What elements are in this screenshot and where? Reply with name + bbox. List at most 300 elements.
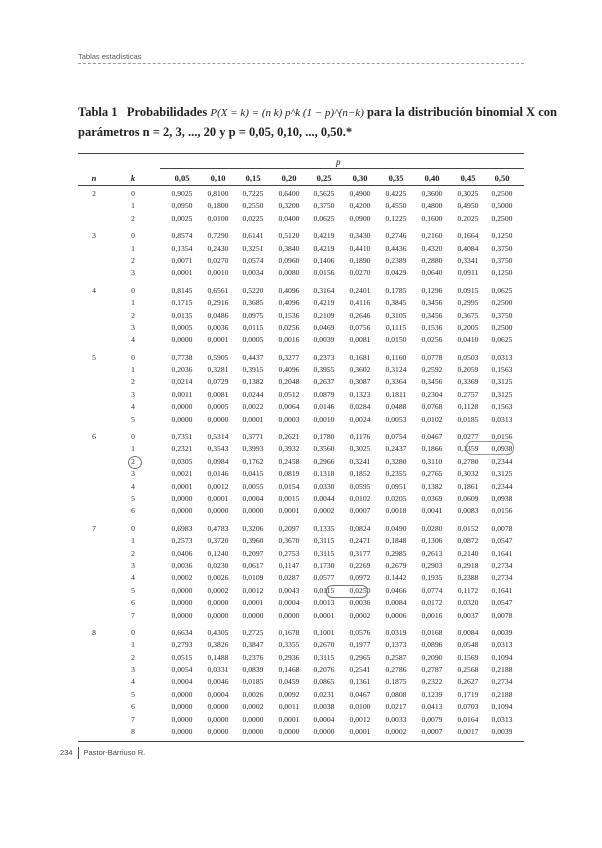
cell-prob: 0,1250 bbox=[491, 231, 513, 241]
cell-prob: 0,3750 bbox=[491, 243, 513, 253]
cell-prob: 0,2965 bbox=[349, 652, 371, 662]
cell-prob: 0,0000 bbox=[242, 727, 264, 737]
cell-k: 0 bbox=[131, 231, 135, 241]
cell-prob: 0,3355 bbox=[278, 640, 300, 650]
cell-prob: 0,1866 bbox=[421, 444, 443, 454]
cell-prob: 0,3115 bbox=[313, 548, 335, 558]
cell-prob: 0,0079 bbox=[421, 714, 443, 724]
cell-prob: 0,2401 bbox=[349, 285, 371, 295]
cell-prob: 0,0577 bbox=[313, 573, 335, 583]
cell-prob: 0,0100 bbox=[349, 702, 371, 712]
cell-prob: 0,0950 bbox=[171, 201, 193, 211]
cell-prob: 0,0007 bbox=[349, 506, 371, 516]
cell-prob: 0,3670 bbox=[278, 536, 300, 546]
cell-prob: 0,4096 bbox=[278, 365, 300, 375]
table-header-rule bbox=[78, 185, 524, 186]
cell-prob: 0,1600 bbox=[421, 213, 443, 223]
cell-prob: 0,1128 bbox=[457, 402, 479, 412]
cell-prob: 0,0256 bbox=[421, 335, 443, 345]
cell-k: 4 bbox=[131, 677, 135, 687]
cell-prob: 0,0000 bbox=[171, 702, 193, 712]
cell-k: 1 bbox=[131, 536, 135, 546]
cell-prob: 0,0975 bbox=[242, 310, 264, 320]
cell-prob: 0,1977 bbox=[349, 640, 371, 650]
cell-k: 0 bbox=[131, 189, 135, 198]
cell-prob: 0,0001 bbox=[207, 335, 229, 345]
cell-prob: 0,3364 bbox=[385, 377, 407, 387]
caption-label: Tabla 1 bbox=[78, 105, 118, 119]
cell-prob: 0,0415 bbox=[242, 469, 264, 479]
cell-prob: 0,2746 bbox=[385, 231, 407, 241]
cell-prob: 0,1382 bbox=[421, 481, 443, 491]
cell-prob: 0,0172 bbox=[421, 598, 443, 608]
cell-prob: 0,1800 bbox=[207, 201, 229, 211]
cell-prob: 0,0150 bbox=[385, 335, 407, 345]
cell-prob: 0,1563 bbox=[491, 365, 513, 375]
cell-prob: 0,0000 bbox=[278, 727, 300, 737]
cell-prob: 0,3456 bbox=[421, 377, 443, 387]
cell-prob: 0,0024 bbox=[349, 414, 371, 424]
cell-prob: 0,5314 bbox=[207, 432, 229, 442]
cell-prob: 0,2734 bbox=[491, 573, 513, 583]
cell-prob: 0,0135 bbox=[171, 310, 193, 320]
cell-prob: 0,1240 bbox=[207, 548, 229, 558]
cell-prob: 0,0305 bbox=[171, 456, 193, 466]
cell-prob: 0,5905 bbox=[207, 352, 229, 362]
cell-prob: 0,0000 bbox=[207, 714, 229, 724]
cell-prob: 0,1861 bbox=[457, 481, 479, 491]
p-column-label: p bbox=[336, 157, 341, 167]
cell-prob: 0,0000 bbox=[171, 689, 193, 699]
cell-prob: 0,4305 bbox=[207, 627, 229, 637]
cell-prob: 0,0036 bbox=[349, 598, 371, 608]
cell-prob: 0,0574 bbox=[242, 255, 264, 265]
cell-prob: 0,0984 bbox=[207, 456, 229, 466]
cell-k: 5 bbox=[131, 493, 135, 503]
cell-prob: 0,2373 bbox=[313, 352, 335, 362]
cell-prob: 0,0000 bbox=[242, 714, 264, 724]
cell-prob: 0,2780 bbox=[457, 456, 479, 466]
cell-prob: 0,3430 bbox=[349, 231, 371, 241]
cell-prob: 0,3602 bbox=[349, 365, 371, 375]
cell-prob: 0,0168 bbox=[421, 627, 443, 637]
cell-prob: 0,2670 bbox=[313, 640, 335, 650]
cell-prob: 0,2621 bbox=[278, 432, 300, 442]
cell-prob: 0,4950 bbox=[457, 201, 479, 211]
table-row bbox=[0, 628, 602, 640]
cell-prob: 0,0146 bbox=[207, 469, 229, 479]
cell-prob: 0,0053 bbox=[385, 414, 407, 424]
cell-prob: 0,2188 bbox=[491, 665, 513, 675]
cell-prob: 0,1536 bbox=[278, 310, 300, 320]
cell-prob: 0,2573 bbox=[171, 536, 193, 546]
table-row bbox=[0, 573, 602, 585]
cell-prob: 0,1664 bbox=[457, 231, 479, 241]
cell-prob: 0,0214 bbox=[171, 377, 193, 387]
cell-prob: 0,4219 bbox=[313, 243, 335, 253]
table-header bbox=[0, 173, 602, 185]
cell-prob: 0,0244 bbox=[242, 389, 264, 399]
cell-prob: 0,0824 bbox=[349, 523, 371, 533]
cell-prob: 0,1563 bbox=[491, 402, 513, 412]
cell-prob: 0,2880 bbox=[421, 255, 443, 265]
table-row bbox=[0, 457, 602, 469]
cell-prob: 0,0000 bbox=[171, 335, 193, 345]
cell-prob: 0,0004 bbox=[242, 493, 264, 503]
cell-prob: 0,0000 bbox=[171, 585, 193, 595]
cell-prob: 0,0080 bbox=[278, 268, 300, 278]
cell-prob: 0,0001 bbox=[242, 598, 264, 608]
cell-k: 0 bbox=[131, 432, 135, 442]
cell-prob: 0,0025 bbox=[171, 213, 193, 223]
cell-prob: 0,0595 bbox=[349, 481, 371, 491]
cell-prob: 0,1359 bbox=[457, 444, 479, 454]
cell-prob: 0,0001 bbox=[171, 268, 193, 278]
cell-prob: 0,0083 bbox=[457, 506, 479, 516]
cell-prob: 0,4800 bbox=[421, 201, 443, 211]
cell-prob: 0,0000 bbox=[207, 414, 229, 424]
cell-prob: 0,1354 bbox=[171, 243, 193, 253]
cell-prob: 0,0256 bbox=[278, 322, 300, 332]
cell-prob: 0,1715 bbox=[171, 298, 193, 308]
cell-prob: 0,0000 bbox=[171, 727, 193, 737]
cell-prob: 0,3277 bbox=[278, 352, 300, 362]
cell-prob: 0,0951 bbox=[385, 481, 407, 491]
cell-prob: 0,0512 bbox=[278, 389, 300, 399]
table-row bbox=[0, 506, 602, 518]
cell-prob: 0,0002 bbox=[349, 610, 371, 620]
cell-prob: 0,0156 bbox=[313, 268, 335, 278]
cell-prob: 0,2090 bbox=[421, 652, 443, 662]
table-row bbox=[0, 549, 602, 561]
cell-prob: 0,0039 bbox=[491, 627, 513, 637]
cell-prob: 0,0000 bbox=[207, 727, 229, 737]
cell-prob: 0,0960 bbox=[278, 255, 300, 265]
cell-prob: 0,9025 bbox=[171, 189, 193, 198]
cell-prob: 0,1641 bbox=[491, 548, 513, 558]
cell-prob: 0,0046 bbox=[207, 677, 229, 687]
cell-prob: 0,3960 bbox=[242, 536, 264, 546]
table-row bbox=[0, 244, 602, 256]
cell-prob: 0,2679 bbox=[385, 560, 407, 570]
cell-k: 0 bbox=[131, 523, 135, 533]
header-p-0,20: 0,20 bbox=[281, 173, 297, 183]
cell-prob: 0,1681 bbox=[349, 352, 371, 362]
cell-prob: 0,3771 bbox=[242, 432, 264, 442]
caption-parameters: parámetros n = 2, 3, ..., 20 y p = 0,05, 0,10, ..., 0,50.* bbox=[78, 125, 353, 139]
cell-prob: 0,3993 bbox=[242, 444, 264, 454]
cell-prob: 0,3281 bbox=[207, 365, 229, 375]
header-p-0,05: 0,05 bbox=[174, 173, 190, 183]
cell-prob: 0,0002 bbox=[171, 573, 193, 583]
cell-prob: 0,1488 bbox=[207, 652, 229, 662]
cell-prob: 0,1730 bbox=[313, 560, 335, 570]
cell-prob: 0,1225 bbox=[385, 213, 407, 223]
cell-n: 8 bbox=[92, 627, 96, 637]
cell-prob: 0,0001 bbox=[278, 506, 300, 516]
cell-prob: 0,0006 bbox=[385, 610, 407, 620]
cell-prob: 0,0043 bbox=[278, 585, 300, 595]
cell-prob: 0,0400 bbox=[278, 213, 300, 223]
cell-k: 2 bbox=[131, 213, 135, 223]
cell-prob: 0,2995 bbox=[457, 298, 479, 308]
cell-prob: 0,3177 bbox=[349, 548, 371, 558]
cell-prob: 0,1296 bbox=[421, 285, 443, 295]
cell-prob: 0,3200 bbox=[278, 201, 300, 211]
cell-prob: 0,2734 bbox=[491, 560, 513, 570]
table-row bbox=[0, 201, 602, 213]
cell-prob: 0,3115 bbox=[313, 652, 335, 662]
cell-prob: 0,2613 bbox=[421, 548, 443, 558]
cell-prob: 0,2025 bbox=[457, 213, 479, 223]
cell-prob: 0,2388 bbox=[457, 573, 479, 583]
cell-prob: 0,1785 bbox=[385, 285, 407, 295]
cell-prob: 0,7738 bbox=[171, 352, 193, 362]
cell-prob: 0,3826 bbox=[207, 640, 229, 650]
cell-prob: 0,0000 bbox=[207, 610, 229, 620]
header-n: n bbox=[91, 173, 97, 183]
cell-prob: 0,7351 bbox=[171, 432, 193, 442]
cell-prob: 0,0034 bbox=[242, 268, 264, 278]
cell-prob: 0,2109 bbox=[313, 310, 335, 320]
cell-prob: 0,0011 bbox=[171, 389, 193, 399]
cell-prob: 0,2389 bbox=[385, 255, 407, 265]
cell-k: 3 bbox=[131, 322, 135, 332]
cell-prob: 0,0154 bbox=[278, 481, 300, 491]
cell-prob: 0,0000 bbox=[171, 714, 193, 724]
table-row bbox=[0, 286, 602, 298]
cell-prob: 0,0205 bbox=[385, 493, 407, 503]
cell-k: 3 bbox=[131, 389, 135, 399]
cell-prob: 0,2587 bbox=[385, 652, 407, 662]
cell-prob: 0,0164 bbox=[457, 714, 479, 724]
cell-prob: 0,2269 bbox=[349, 560, 371, 570]
cell-prob: 0,0768 bbox=[421, 402, 443, 412]
cell-prob: 0,0084 bbox=[385, 598, 407, 608]
cell-prob: 0,2304 bbox=[421, 389, 443, 399]
cell-prob: 0,0001 bbox=[171, 481, 193, 491]
cell-k: 0 bbox=[131, 627, 135, 637]
cell-prob: 0,2355 bbox=[385, 469, 407, 479]
cell-prob: 0,0021 bbox=[171, 469, 193, 479]
cell-prob: 0,0152 bbox=[457, 523, 479, 533]
cell-prob: 0,1762 bbox=[242, 456, 264, 466]
footer-author: Pastor-Barriuso R. bbox=[83, 747, 146, 757]
cell-prob: 0,1115 bbox=[385, 322, 407, 332]
cell-prob: 0,0729 bbox=[207, 377, 229, 387]
cell-prob: 0,1442 bbox=[385, 573, 407, 583]
cell-prob: 0,3032 bbox=[457, 469, 479, 479]
cell-prob: 0,4410 bbox=[349, 243, 371, 253]
cell-prob: 0,0896 bbox=[421, 640, 443, 650]
cell-prob: 0,0001 bbox=[349, 727, 371, 737]
cell-prob: 0,0026 bbox=[242, 689, 264, 699]
cell-prob: 0,2541 bbox=[349, 665, 371, 675]
cell-prob: 0,2160 bbox=[421, 231, 443, 241]
cell-k: 1 bbox=[131, 243, 135, 253]
table-row bbox=[0, 677, 602, 689]
cell-k: 1 bbox=[131, 201, 135, 211]
cell-prob: 0,3105 bbox=[385, 310, 407, 320]
cell-prob: 0,3955 bbox=[313, 365, 335, 375]
cell-prob: 0,0000 bbox=[207, 598, 229, 608]
caption-title: Probabilidades bbox=[126, 105, 208, 119]
cell-prob: 0,4116 bbox=[349, 298, 371, 308]
cell-prob: 0,0000 bbox=[171, 414, 193, 424]
cell-prob: 0,1147 bbox=[278, 560, 300, 570]
cell-prob: 0,2059 bbox=[457, 365, 479, 375]
cell-prob: 0,1001 bbox=[313, 627, 335, 637]
cell-prob: 0,0007 bbox=[421, 727, 443, 737]
cell-prob: 0,0938 bbox=[491, 493, 513, 503]
cell-prob: 0,0413 bbox=[421, 702, 443, 712]
cell-prob: 0,0938 bbox=[491, 444, 513, 454]
cell-prob: 0,0900 bbox=[349, 213, 371, 223]
cell-prob: 0,1890 bbox=[349, 255, 371, 265]
cell-prob: 0,0410 bbox=[457, 335, 479, 345]
table-row bbox=[0, 524, 602, 536]
cell-prob: 0,0016 bbox=[278, 335, 300, 345]
table-row bbox=[0, 561, 602, 573]
cell-prob: 0,2437 bbox=[385, 444, 407, 454]
cell-prob: 0,3164 bbox=[313, 285, 335, 295]
cell-prob: 0,0001 bbox=[242, 414, 264, 424]
cell-prob: 0,0466 bbox=[385, 585, 407, 595]
cell-prob: 0,0004 bbox=[171, 677, 193, 687]
cell-prob: 0,3845 bbox=[385, 298, 407, 308]
cell-prob: 0,2916 bbox=[207, 298, 229, 308]
cell-k: 3 bbox=[131, 268, 135, 278]
cell-prob: 0,0313 bbox=[491, 352, 513, 362]
cell-prob: 0,0010 bbox=[313, 414, 335, 424]
cell-prob: 0,0055 bbox=[242, 481, 264, 491]
cell-prob: 0,0872 bbox=[457, 536, 479, 546]
cell-k: 2 bbox=[131, 652, 135, 662]
cell-prob: 0,2036 bbox=[171, 365, 193, 375]
cell-prob: 0,0313 bbox=[491, 414, 513, 424]
cell-prob: 0,4084 bbox=[457, 243, 479, 253]
cell-prob: 0,3685 bbox=[242, 298, 264, 308]
table-row bbox=[0, 311, 602, 323]
cell-prob: 0,0005 bbox=[171, 322, 193, 332]
cell-prob: 0,4437 bbox=[242, 352, 264, 362]
table-row bbox=[0, 390, 602, 402]
cell-prob: 0,7225 bbox=[242, 189, 264, 198]
cell-n: 4 bbox=[92, 285, 96, 295]
cell-prob: 0,3750 bbox=[491, 255, 513, 265]
cell-prob: 0,3720 bbox=[207, 536, 229, 546]
table-row bbox=[0, 702, 602, 714]
page-footer bbox=[60, 747, 145, 759]
cell-prob: 0,2765 bbox=[421, 469, 443, 479]
cell-prob: 0,3241 bbox=[349, 456, 371, 466]
table-row bbox=[0, 323, 602, 335]
cell-prob: 0,4436 bbox=[385, 243, 407, 253]
cell-prob: 0,0703 bbox=[457, 702, 479, 712]
cell-prob: 0,0320 bbox=[457, 598, 479, 608]
cell-prob: 0,0225 bbox=[242, 213, 264, 223]
cell-prob: 0,0036 bbox=[207, 322, 229, 332]
cell-prob: 0,3124 bbox=[385, 365, 407, 375]
cell-prob: 0,2725 bbox=[242, 627, 264, 637]
cell-prob: 0,3560 bbox=[313, 444, 335, 454]
cell-prob: 0,2592 bbox=[421, 365, 443, 375]
cell-prob: 0,0036 bbox=[171, 560, 193, 570]
cell-k: 2 bbox=[131, 255, 135, 265]
cell-prob: 0,1373 bbox=[385, 640, 407, 650]
cell-k: 2 bbox=[131, 456, 135, 466]
cell-prob: 0,4225 bbox=[385, 189, 407, 198]
cell-prob: 0,0000 bbox=[171, 402, 193, 412]
cell-prob: 0,0005 bbox=[242, 335, 264, 345]
table-top-rule bbox=[78, 153, 524, 154]
cell-prob: 0,1406 bbox=[313, 255, 335, 265]
cell-prob: 0,0000 bbox=[207, 506, 229, 516]
cell-prob: 0,4550 bbox=[385, 201, 407, 211]
table-row bbox=[0, 298, 602, 310]
cell-prob: 0,8100 bbox=[207, 189, 229, 198]
cell-prob: 0,2903 bbox=[421, 560, 443, 570]
cell-prob: 0,0003 bbox=[278, 414, 300, 424]
cell-prob: 0,2430 bbox=[207, 243, 229, 253]
cell-prob: 0,1094 bbox=[491, 702, 513, 712]
cell-prob: 0,0467 bbox=[421, 432, 443, 442]
table-row bbox=[0, 653, 602, 665]
cell-n: 2 bbox=[92, 189, 96, 198]
cell-n: 6 bbox=[92, 432, 96, 442]
header-p-0,30: 0,30 bbox=[352, 173, 368, 183]
cell-prob: 0,0109 bbox=[242, 573, 264, 583]
cell-prob: 0,0000 bbox=[207, 702, 229, 712]
cell-prob: 0,0078 bbox=[491, 610, 513, 620]
cell-prob: 0,0000 bbox=[171, 598, 193, 608]
cell-prob: 0,1678 bbox=[278, 627, 300, 637]
cell-prob: 0,1176 bbox=[349, 432, 371, 442]
table-row bbox=[0, 586, 602, 598]
cell-prob: 0,0515 bbox=[171, 652, 193, 662]
cell-prob: 0,3125 bbox=[491, 377, 513, 387]
cell-prob: 0,0548 bbox=[457, 640, 479, 650]
cell-prob: 0,0911 bbox=[457, 268, 479, 278]
cell-prob: 0,3915 bbox=[242, 365, 264, 375]
cell-prob: 0,0156 bbox=[491, 432, 513, 442]
cell-prob: 0,0064 bbox=[278, 402, 300, 412]
cell-prob: 0,3932 bbox=[278, 444, 300, 454]
cell-prob: 0,4096 bbox=[278, 298, 300, 308]
cell-prob: 0,3456 bbox=[421, 298, 443, 308]
cell-prob: 0,3251 bbox=[242, 243, 264, 253]
cell-prob: 0,0547 bbox=[491, 536, 513, 546]
cell-prob: 0,8574 bbox=[171, 231, 193, 241]
cell-prob: 0,0319 bbox=[385, 627, 407, 637]
table-row bbox=[0, 536, 602, 548]
cell-prob: 0,2500 bbox=[491, 189, 513, 198]
cell-k: 0 bbox=[131, 352, 135, 362]
cell-prob: 0,0156 bbox=[491, 506, 513, 516]
cell-k: 7 bbox=[131, 610, 135, 620]
cell-k: 3 bbox=[131, 665, 135, 675]
cell-prob: 0,0012 bbox=[207, 481, 229, 491]
cell-prob: 0,0185 bbox=[457, 414, 479, 424]
cell-prob: 0,0313 bbox=[491, 640, 513, 650]
cell-prob: 0,0231 bbox=[313, 689, 335, 699]
cell-prob: 0,0617 bbox=[242, 560, 264, 570]
cell-k: 1 bbox=[131, 365, 135, 375]
cell-prob: 0,4783 bbox=[207, 523, 229, 533]
cell-prob: 0,2734 bbox=[491, 677, 513, 687]
cell-prob: 0,0915 bbox=[457, 285, 479, 295]
cell-prob: 0,2787 bbox=[421, 665, 443, 675]
